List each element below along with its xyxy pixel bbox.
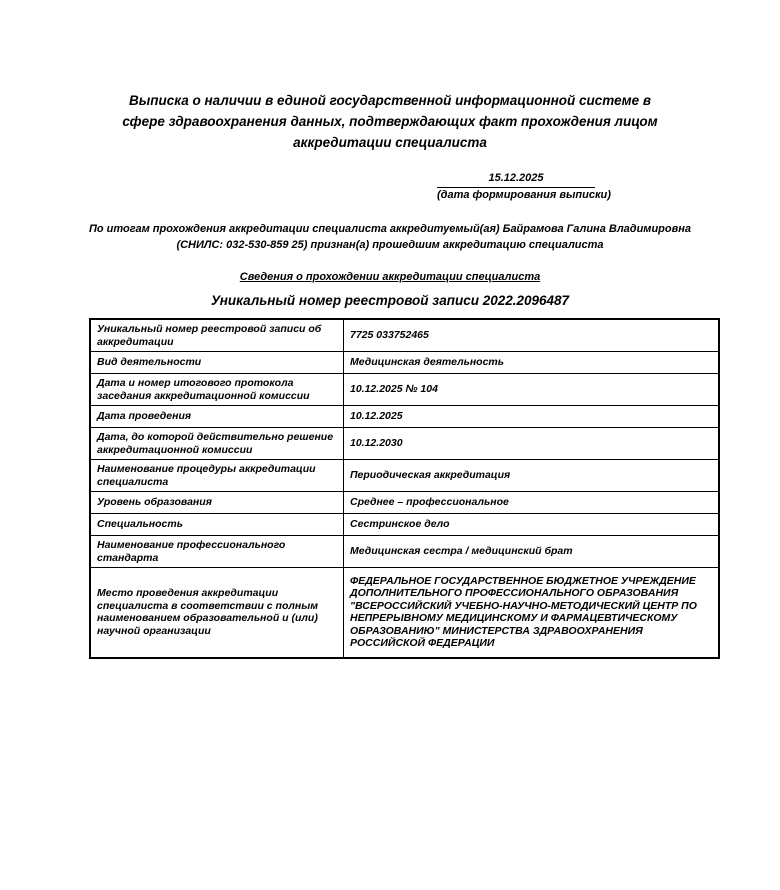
table-row [90, 352, 719, 374]
issue-date-value: 15.12.2025 [488, 172, 544, 184]
field-label-cell: Наименование процедуры аккредитации специалиста [90, 460, 344, 492]
field-value-cell: Сестринское дело [344, 514, 720, 536]
field-value-cell: 10.12.2030 [344, 428, 720, 460]
issue-date-caption: (дата формирования выписки) [437, 189, 611, 201]
field-value-cell: ФЕДЕРАЛЬНОЕ ГОСУДАРСТВЕННОЕ БЮДЖЕТНОЕ УЧРЕЖДЕНИЕ ДОПОЛНИТЕЛЬНОГО ПРОФЕССИОНАЛЬНОГО ОБРАЗОВАНИЯ "ВСЕРОССИЙСКИЙ УЧЕБНО-НАУЧНО-МЕТОДИЧЕСКИЙ ЦЕНТР ПО НЕПРЕРЫВНОМУ МЕДИЦИНСКОМУ И ФАРМАЦЕВТИЧЕСКОМУ ОБРАЗОВАНИЮ" МИНИСТЕРСТВА ЗДРАВООХРАНЕНИЯ РОССИЙСКОЙ ФЕДЕРАЦИИ [344, 568, 720, 658]
field-label-cell: Дата проведения [90, 406, 344, 428]
table-row [90, 374, 719, 406]
field-value-cell: 10.12.2025 [344, 406, 720, 428]
field-label-cell: Место проведения аккредитации специалиста в соответствии с полным наименованием образовательной и (или) научной организации [90, 568, 344, 658]
field-label-cell: Дата и номер итогового протокола заседания аккредитационной комиссии [90, 374, 344, 406]
table-row [90, 460, 719, 492]
field-label-cell: Вид деятельности [90, 352, 344, 374]
field-label-cell: Специальность [90, 514, 344, 536]
issue-date-block [437, 172, 611, 202]
field-value-cell: Среднее – профессиональное [344, 492, 720, 514]
field-label-cell: Наименование профессионального стандарта [90, 536, 344, 568]
field-label-cell: Дата, до которой действительно решение аккредитационной комиссии [90, 428, 344, 460]
field-value-cell: 7725 033752465 [344, 319, 720, 352]
field-value-cell: Медицинская деятельность [344, 352, 720, 374]
table-row [90, 406, 719, 428]
document-title: Выписка о наличии в единой государственной информационной системе в сфере здравоохранения данных, подтверждающих факт прохождения лицом аккредитации специалиста [122, 93, 658, 150]
accreditation-table-body [90, 319, 719, 658]
field-value-cell: Периодическая аккредитация [344, 460, 720, 492]
table-row [90, 319, 719, 352]
accreditation-table [89, 318, 720, 659]
field-label-cell: Уникальный номер реестровой записи об аккредитации [90, 319, 344, 352]
field-label-cell: Уровень образования [90, 492, 344, 514]
table-row [90, 428, 719, 460]
table-row [90, 492, 719, 514]
table-row [90, 514, 719, 536]
section-heading: Сведения о прохождении аккредитации специалиста [239, 271, 541, 283]
registry-number-heading: Уникальный номер реестровой записи 2022.2096487 [210, 293, 570, 308]
field-value-cell: Медицинская сестра / медицинский брат [344, 536, 720, 568]
intro-paragraph: По итогам прохождения аккредитации специалиста аккредитуемый(ая) Байрамова Галина Владимировна (СНИЛС: 032-530-859 25) признан(а) прошедшим аккредитацию специалиста [88, 223, 692, 251]
table-row [90, 568, 719, 658]
table-row [90, 536, 719, 568]
field-value-cell: 10.12.2025 № 104 [344, 374, 720, 406]
